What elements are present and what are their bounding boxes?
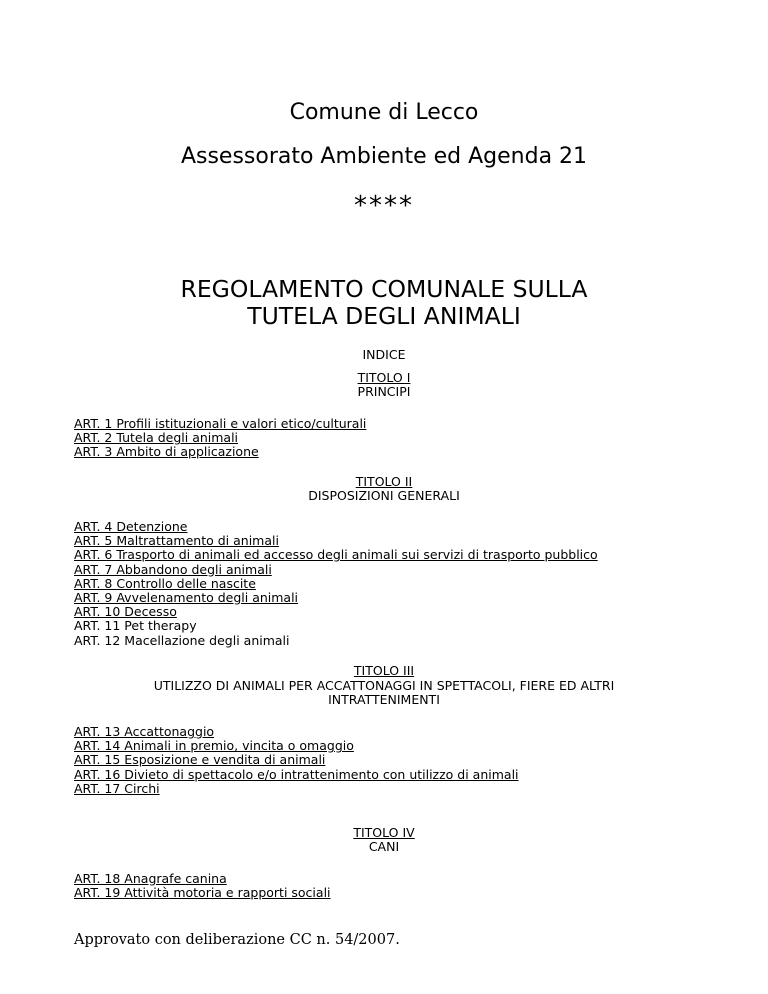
department-name: Assessorato Ambiente ed Agenda 21 [180, 144, 588, 169]
title-heading[interactable]: TITOLO I [357, 370, 411, 385]
regulation-title-line1: REGOLAMENTO COMUNALE SULLA [180, 275, 588, 303]
article-link[interactable]: ART. 10 Decesso [74, 604, 177, 620]
article-link[interactable]: ART. 5 Maltrattamento di animali [74, 533, 279, 549]
article-link[interactable]: ART. 2 Tutela degli animali [74, 430, 239, 446]
article-list [74, 520, 598, 648]
article-link[interactable]: ART. 13 Accattonaggio [74, 724, 215, 739]
municipality-name: Comune di Lecco [289, 100, 479, 125]
title-heading[interactable]: TITOLO IV [353, 825, 415, 840]
article-link[interactable]: ART. 18 Anagrafe canina [74, 871, 227, 886]
article-link[interactable]: ART. 1 Profili istituzionali e valori etico/culturali [74, 416, 367, 431]
title-heading[interactable]: TITOLO II [355, 474, 413, 489]
article-list [74, 417, 366, 460]
title-subtitle: PRINCIPI [357, 384, 411, 399]
title-subtitle: DISPOSIZIONI GENERALI [308, 488, 460, 503]
article-link[interactable]: ART. 4 Detenzione [74, 519, 188, 534]
article-link[interactable]: ART. 14 Animali in premio, vincita o omaggio [74, 738, 354, 754]
article-link[interactable]: ART. 6 Trasporto di animali ed accesso degli animali sui servizi di trasporto pubblico [74, 547, 598, 563]
separator-stars: **** [354, 191, 414, 221]
title-subtitle: CANI [368, 839, 400, 854]
article-link[interactable]: ART. 16 Divieto di spettacolo e/o intrattenimento con utilizzo di animali [74, 766, 519, 782]
article-link[interactable]: ART. 7 Abbandono degli animali [74, 561, 272, 577]
title-heading[interactable]: TITOLO III [353, 663, 415, 678]
article-list [74, 872, 331, 900]
article-link[interactable]: ART. 15 Esposizione e vendita di animali [74, 752, 326, 768]
index-heading: INDICE [362, 347, 406, 362]
title-subtitle: UTILIZZO DI ANIMALI PER ACCATTONAGGI IN SPETTACOLI, FIERE ED ALTRI [153, 678, 615, 693]
title-subtitle: INTRATTENIMENTI [328, 692, 440, 707]
article-link[interactable]: ART. 17 Circhi [74, 780, 160, 796]
article-link[interactable]: ART. 19 Attività motoria e rapporti sociali [74, 885, 331, 901]
regulation-title-line2: TUTELA DEGLI ANIMALI [247, 302, 521, 330]
article-list [74, 725, 519, 796]
article-link[interactable]: ART. 3 Ambito di applicazione [74, 444, 259, 460]
article-item: ART. 12 Macellazione degli animali [74, 632, 290, 648]
approval-footer: Approvato con deliberazione CC n. 54/2007. [74, 932, 400, 948]
article-link[interactable]: ART. 8 Controllo delle nascite [74, 575, 256, 591]
article-item: ART. 11 Pet therapy [74, 618, 197, 634]
article-link[interactable]: ART. 9 Avvelenamento degli animali [74, 590, 299, 606]
